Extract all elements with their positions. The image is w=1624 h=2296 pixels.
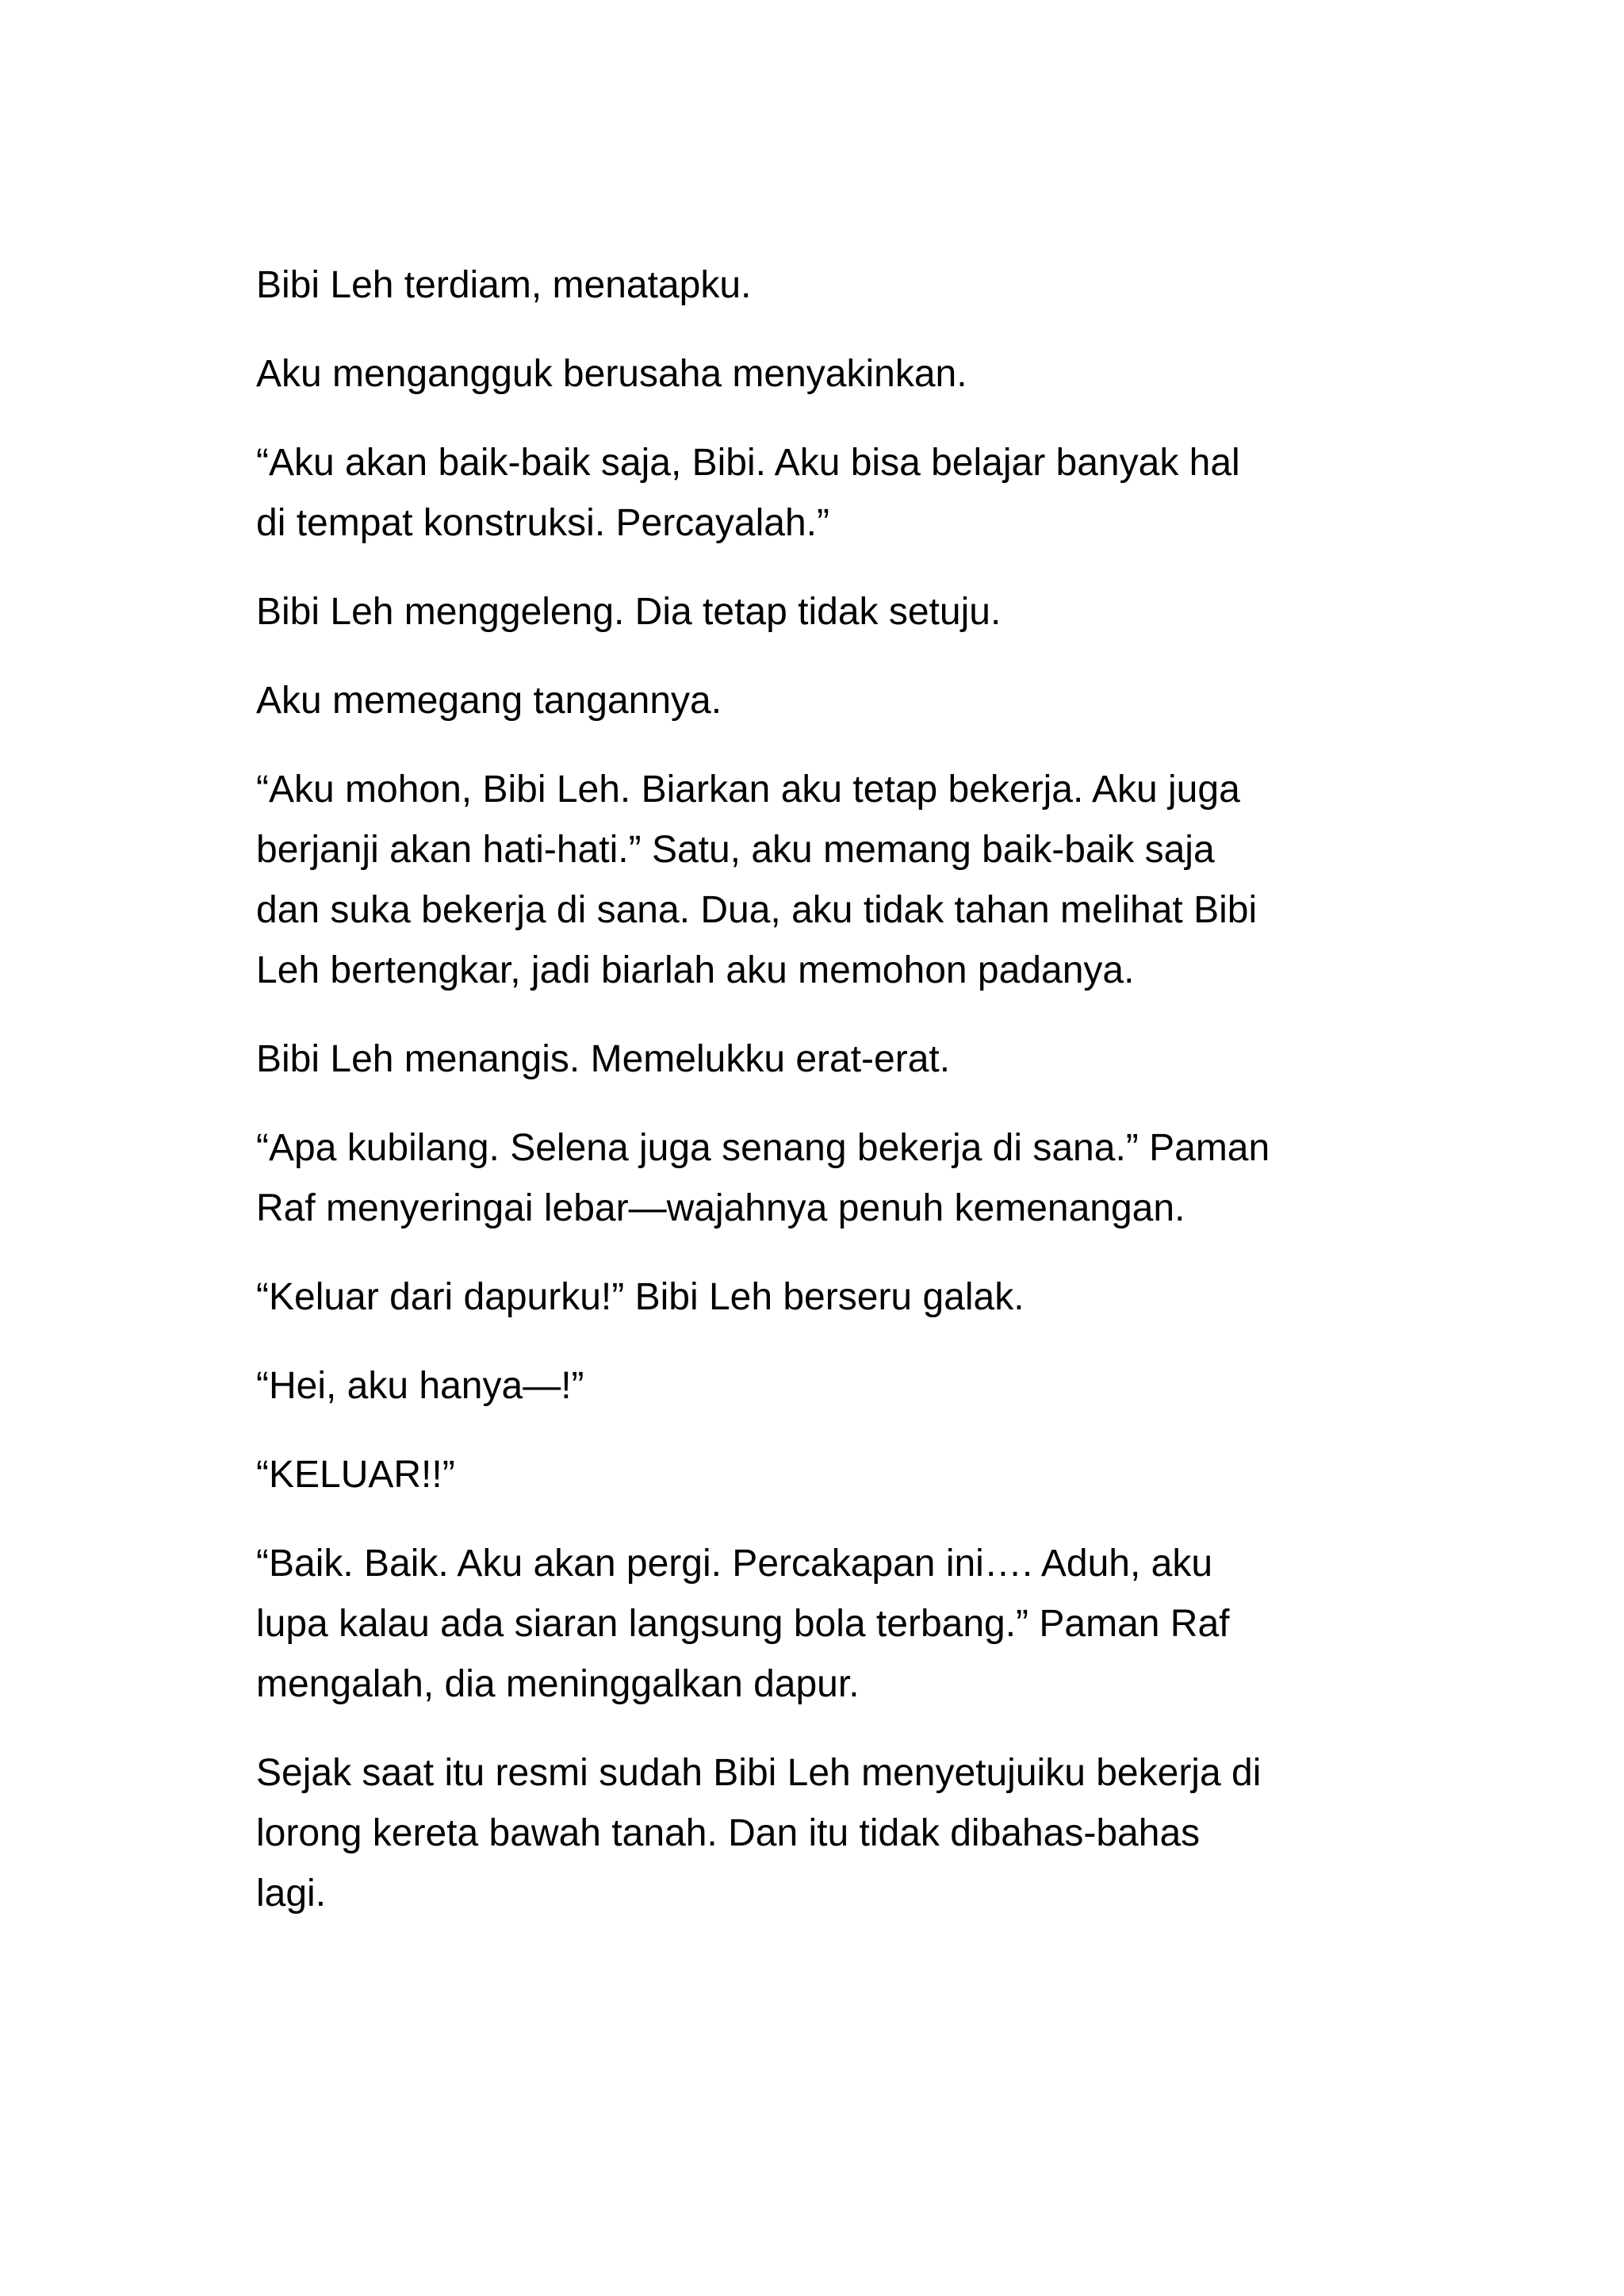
paragraph: “Baik. Baik. Aku akan pergi. Percakapan ini…. Aduh, aku lupa kalau ada siaran langsung bola terbang.” Paman Raf mengalah, dia meninggalkan dapur. — [256, 1543, 1230, 1705]
paragraph: Sejak saat itu resmi sudah Bibi Leh menyetujuiku bekerja di lorong kereta bawah tanah. Dan itu tidak dibahas-bahas lagi. — [256, 1752, 1262, 1915]
paragraph: “Keluar dari dapurku!” Bibi Leh berseru galak. — [256, 1276, 1025, 1318]
paragraph: Bibi Leh menggeleng. Dia tetap tidak setuju. — [256, 591, 1002, 633]
paragraph: Aku mengangguk berusaha menyakinkan. — [256, 353, 967, 395]
story-text — [256, 255, 1382, 1953]
paragraph: Aku memegang tangannya. — [256, 680, 722, 722]
paragraph: “Aku akan baik-baik saja, Bibi. Aku bisa belajar banyak hal di tempat konstruksi. Percayalah.” — [256, 442, 1240, 544]
paragraph: Bibi Leh terdiam, menatapku. — [256, 264, 752, 306]
paragraph: “Apa kubilang. Selena juga senang bekerja di sana.” Paman Raf menyeringai lebar—wajahnya penuh kemenangan. — [256, 1127, 1270, 1229]
paragraph: “Hei, aku hanya—!” — [256, 1365, 584, 1407]
paragraph: “Aku mohon, Bibi Leh. Biarkan aku tetap bekerja. Aku juga berjanji akan hati-hati.” Satu, aku memang baik-baik saja dan suka bekerja di sana. Dua, aku tidak tahan melihat Bibi Leh bertengkar, jadi biarlah aku memohon padanya. — [256, 769, 1258, 991]
paragraph: Bibi Leh menangis. Memelukku erat-erat. — [256, 1038, 951, 1080]
paragraph: “KELUAR!!” — [256, 1454, 455, 1496]
